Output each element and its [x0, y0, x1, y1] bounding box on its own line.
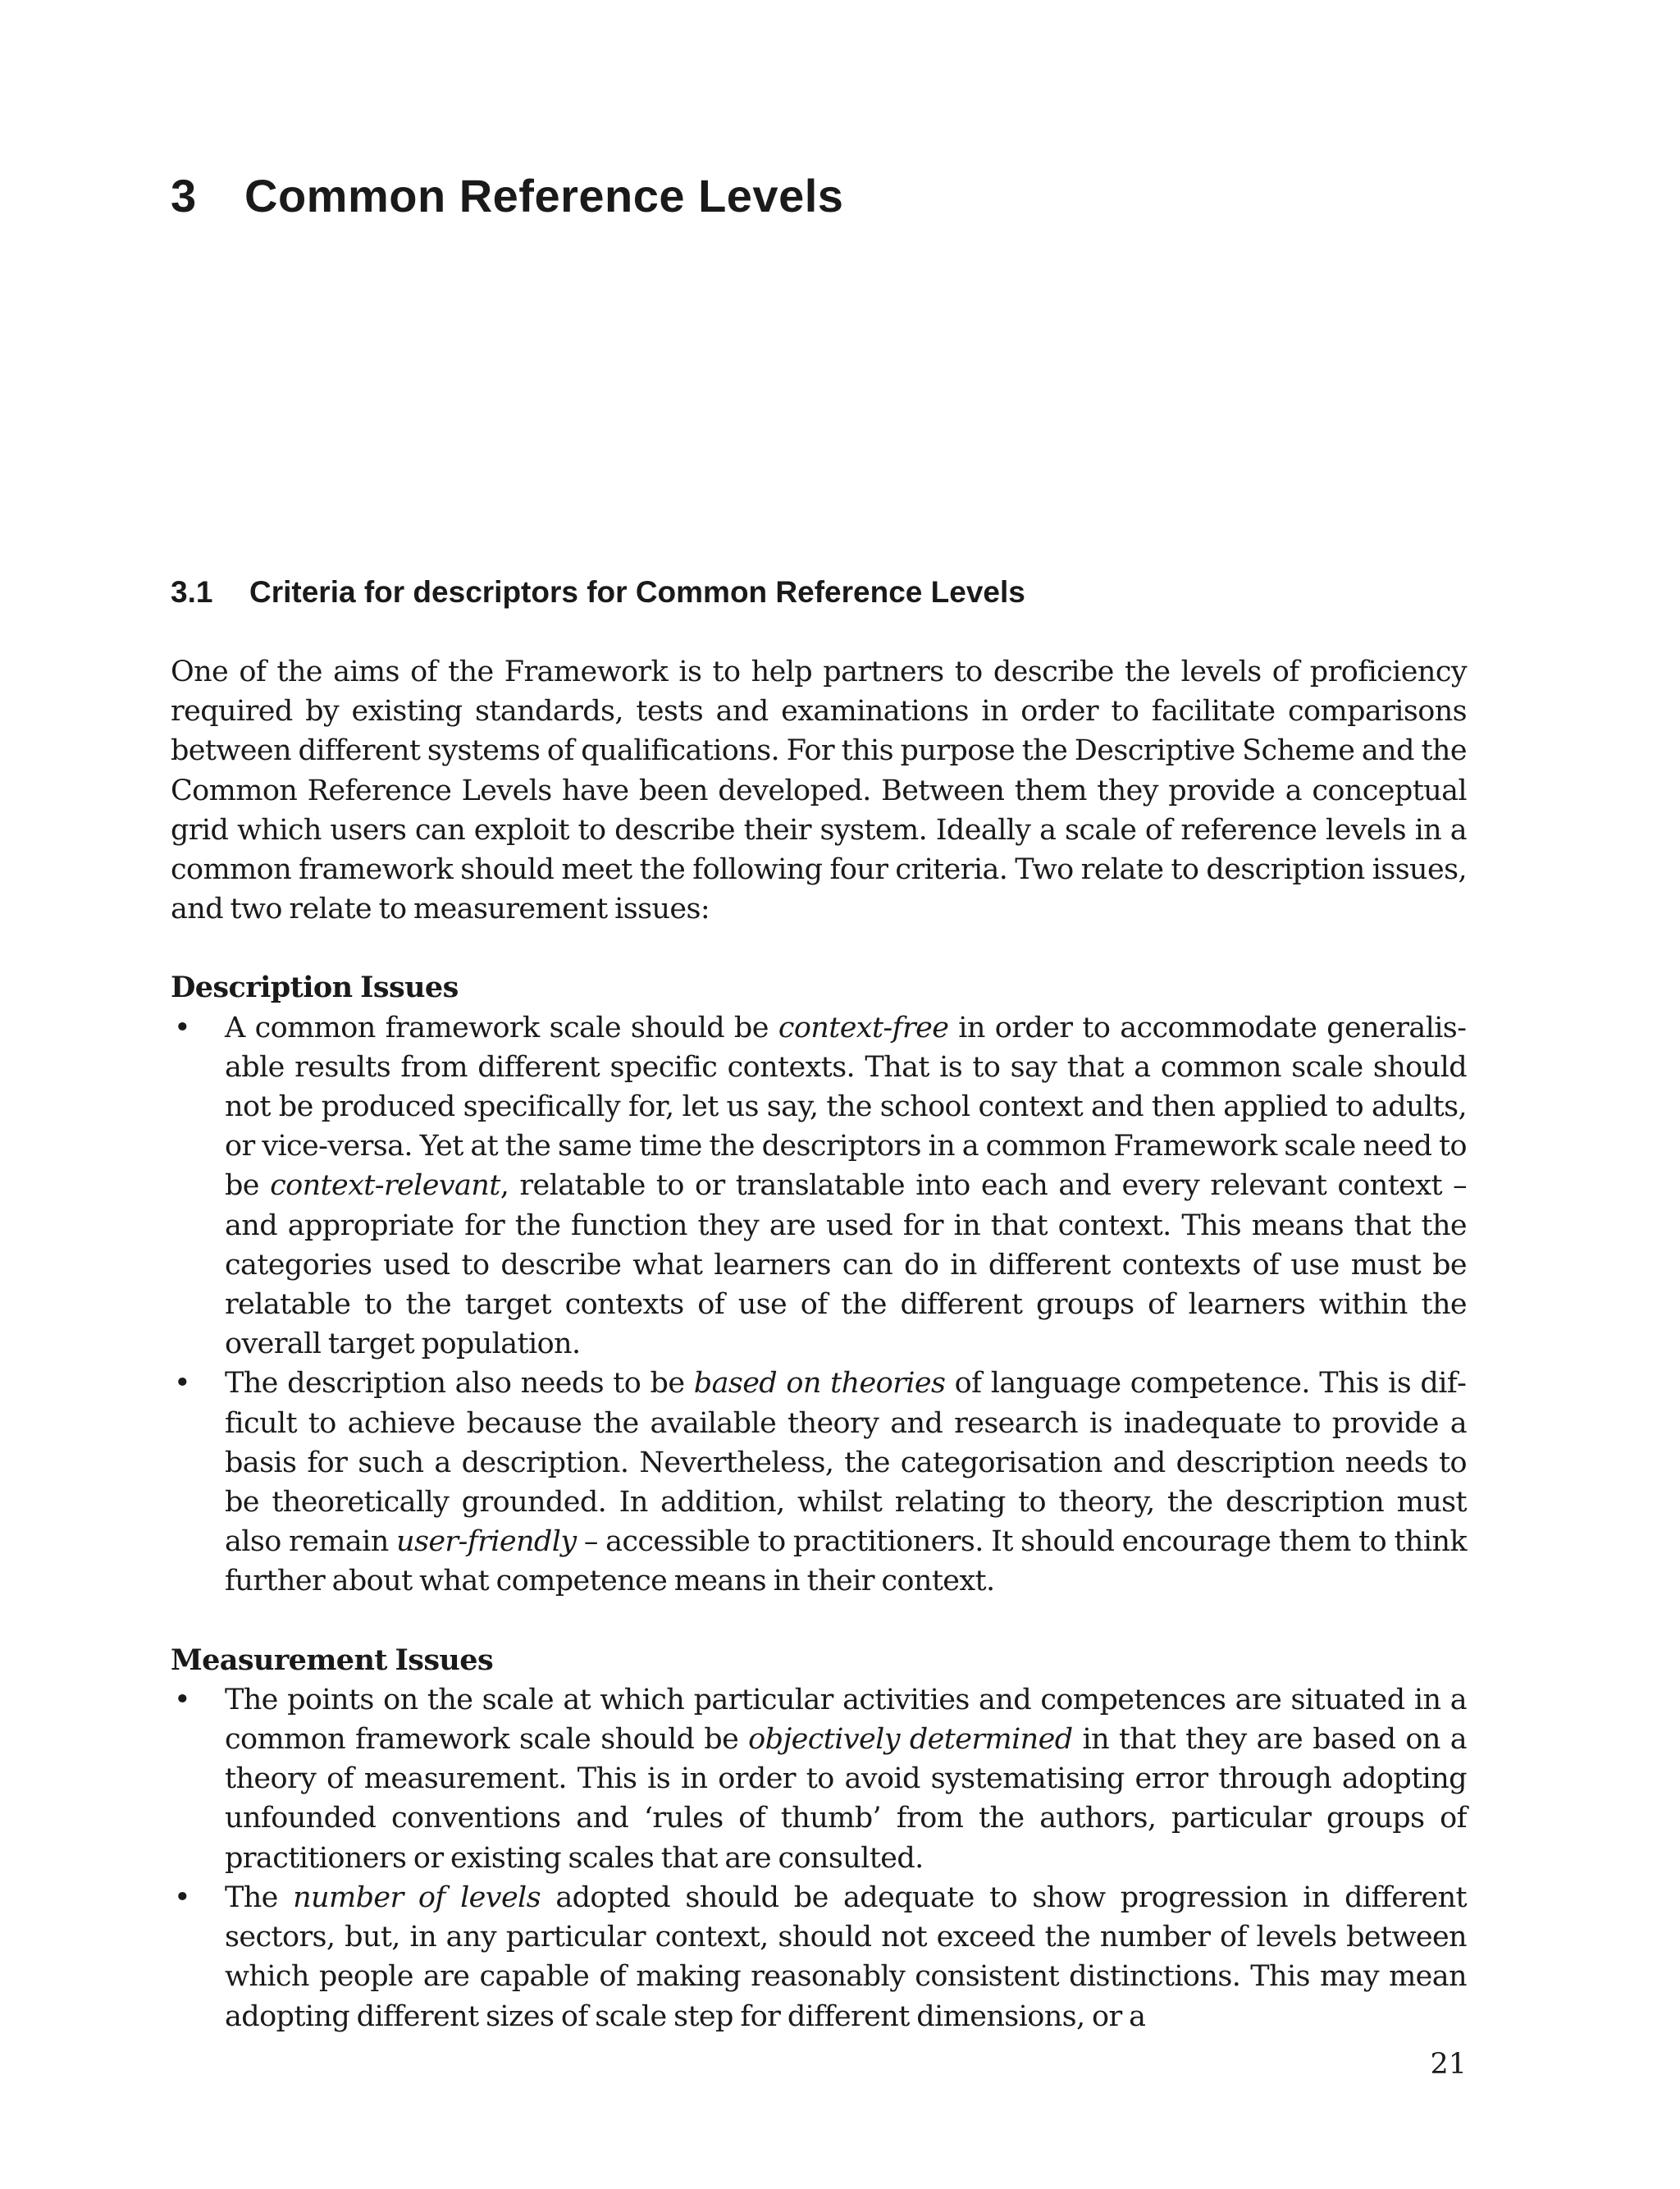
emphasis-text: context-relevant: [270, 1169, 500, 1203]
list-item-text: , relatable to or translatable into each and every relevant context – and appropriate for the function they are used for in that context. This means that the categories used to describe what learners can do in different contexts of use must be relatable to the target contexts of use of the different groups of learners within the overall target population.: [225, 1169, 1467, 1361]
list-item-text: in order to accommodate generalisable results from different specific contexts. That is to say that a common scale should not be produced specifically for, let us say, the school context and then applied to adults, or vice-versa. Yet at the same time the descriptors in a common Framework scale need to be: [225, 1011, 1467, 1203]
list-item: [171, 1878, 1467, 2036]
chapter-title: Common Reference Levels: [244, 170, 844, 222]
description-issues-list: [171, 1008, 1467, 1602]
list-item: [171, 1680, 1467, 1878]
measurement-issues-heading: Measurement Issues: [171, 1643, 494, 1677]
chapter-number: 3: [171, 170, 197, 222]
emphasis-text: objectively determined: [748, 1723, 1073, 1757]
bullet-icon: •: [174, 1011, 191, 1044]
body-text: [171, 652, 1467, 2036]
emphasis-text: user-friendly: [396, 1525, 577, 1559]
list-item: [171, 1008, 1467, 1364]
bullet-icon: •: [174, 1367, 191, 1401]
section-heading: [171, 573, 1025, 612]
emphasis-text: context-free: [778, 1011, 949, 1044]
list-item-text: A common framework scale should be: [225, 1011, 778, 1044]
bullet-icon: •: [174, 1683, 191, 1716]
list-item-text: The points on the scale at which particular activities and competences are situated in a common framework scale should be: [225, 1683, 1467, 1757]
description-issues-heading: Description Issues: [171, 971, 459, 1005]
section-title: Criteria for descriptors for Common Reference Levels: [249, 575, 1025, 609]
bullet-icon: •: [174, 1881, 191, 1914]
chapter-heading: [171, 168, 843, 224]
list-item-text: – accessible to practitioners. It should encourage them to think further about what competence means in their context.: [225, 1525, 1467, 1598]
list-item-text: of language competence. This is difficult to achieve because the available theory and research is inadequate to provide a basis for such a description. Nevertheless, the categorisation and description needs to be theoretically grounded. In addition, whilst relating to theory, the description must also remain: [225, 1367, 1467, 1559]
intro-paragraph: One of the aims of the Framework is to help partners to describe the levels of proficiency required by existing standards, tests and examinations in order to facilitate comparisons between different systems of qualifications. For this purpose the Descriptive Scheme and the Common Reference Levels have been developed. Between them they provide a conceptual grid which users can exploit to describe their system. Ideally a scale of reference levels in a common framework should meet the following four criteria. Two relate to description issues, and two relate to measurement issues:: [171, 656, 1467, 926]
section-number: 3.1: [171, 575, 213, 609]
list-item-text: in that they are based on a theory of measurement. This is in order to avoid systematising error through adopting unfounded conventions and ‘rules of thumb’ from the authors, particular groups of practitioners or existing scales that are consulted.: [225, 1723, 1468, 1875]
measurement-issues-list: [171, 1680, 1467, 2036]
page-number: 21: [1430, 2048, 1467, 2081]
list-item-text: The: [225, 1881, 294, 1914]
emphasis-text: based on theories: [693, 1367, 946, 1401]
list-item-text: The description also needs to be: [225, 1367, 694, 1401]
list-item-text: adopted should be adequate to show progression in different sectors, but, in any particular context, should not exceed the number of levels between which people are capable of making reasonably consistent distinctions. This may mean adopting different sizes of scale step for different dimensions, or a: [225, 1881, 1467, 2033]
list-item: [171, 1364, 1467, 1601]
emphasis-text: number of levels: [293, 1881, 541, 1914]
